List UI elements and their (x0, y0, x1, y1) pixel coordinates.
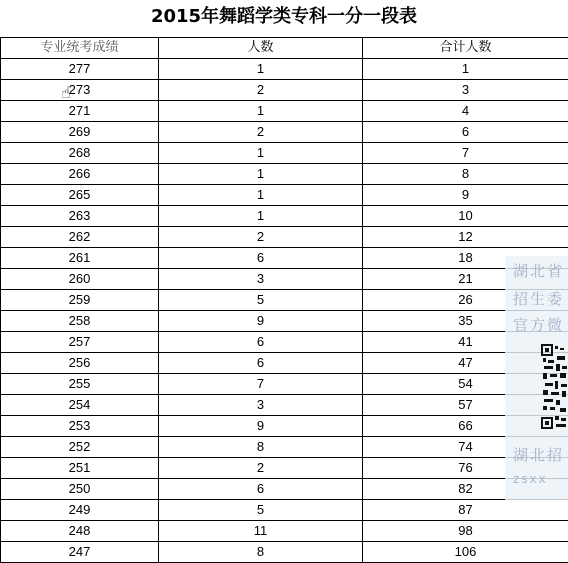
cell-count: 2 (159, 458, 363, 479)
cell-cumulative: 41 (363, 332, 568, 353)
table-row (1, 59, 568, 80)
cell-cumulative: 47 (363, 353, 568, 374)
header-cumulative: 合计人数 (363, 38, 568, 59)
cell-count: 6 (159, 353, 363, 374)
cell-cumulative: 26 (363, 290, 568, 311)
cell-count: 6 (159, 479, 363, 500)
cell-score: 273 (1, 80, 159, 101)
table-row (1, 101, 568, 122)
cell-score: 266 (1, 164, 159, 185)
cell-score: 271 (1, 101, 159, 122)
table-row (1, 353, 568, 374)
cell-score: 259 (1, 290, 159, 311)
watermark-text-2: 招生委 (513, 288, 564, 309)
cell-cumulative: 10 (363, 206, 568, 227)
cell-count: 1 (159, 164, 363, 185)
table-row (1, 395, 568, 416)
cell-cumulative: 7 (363, 143, 568, 164)
cell-count: 6 (159, 332, 363, 353)
cell-cumulative: 9 (363, 185, 568, 206)
cell-score: 251 (1, 458, 159, 479)
cell-cumulative: 6 (363, 122, 568, 143)
cell-score: 248 (1, 521, 159, 542)
cell-count: 6 (159, 248, 363, 269)
table-row (1, 458, 568, 479)
cell-score: 254 (1, 395, 159, 416)
table-row (1, 206, 568, 227)
hand-pointer-icon: ☝ (61, 85, 79, 103)
score-table (0, 37, 568, 563)
cell-score: 265 (1, 185, 159, 206)
page-title: 2015年舞蹈学类专科一分一段表 (0, 4, 568, 30)
cell-count: 1 (159, 185, 363, 206)
cell-count: 8 (159, 542, 363, 563)
cell-score: 260 (1, 269, 159, 290)
cell-cumulative: 8 (363, 164, 568, 185)
cell-score: 253 (1, 416, 159, 437)
watermark-text-4: 湖北招 (513, 444, 564, 465)
cell-count: 9 (159, 416, 363, 437)
table-row (1, 80, 568, 101)
header-count: 人数 (159, 38, 363, 59)
table-row (1, 227, 568, 248)
cell-cumulative: 3 (363, 80, 568, 101)
cell-score: 277 (1, 59, 159, 80)
cell-score: 258 (1, 311, 159, 332)
table-row (1, 416, 568, 437)
header-score: 专业统考成绩 (1, 38, 159, 59)
cell-cumulative: 57 (363, 395, 568, 416)
cell-count: 9 (159, 311, 363, 332)
cell-score: 255 (1, 374, 159, 395)
cell-cumulative: 12 (363, 227, 568, 248)
cell-score: 261 (1, 248, 159, 269)
cell-count: 1 (159, 143, 363, 164)
table-row (1, 185, 568, 206)
cell-score: 250 (1, 479, 159, 500)
cell-score: 268 (1, 143, 159, 164)
table-row (1, 437, 568, 458)
cell-cumulative: 76 (363, 458, 568, 479)
watermark-text-1: 湖北省 (513, 260, 564, 281)
cell-cumulative: 18 (363, 248, 568, 269)
cell-score: 256 (1, 353, 159, 374)
cell-count: 1 (159, 206, 363, 227)
table-row (1, 269, 568, 290)
table-row (1, 521, 568, 542)
cell-count: 2 (159, 80, 363, 101)
cell-count: 3 (159, 269, 363, 290)
cell-count: 7 (159, 374, 363, 395)
cell-count: 2 (159, 227, 363, 248)
cell-cumulative: 4 (363, 101, 568, 122)
cell-count: 1 (159, 101, 363, 122)
cell-cumulative: 74 (363, 437, 568, 458)
cell-score: 249 (1, 500, 159, 521)
cell-count: 8 (159, 437, 363, 458)
cell-count: 11 (159, 521, 363, 542)
watermark-panel (505, 256, 568, 500)
table-row (1, 143, 568, 164)
cell-score: 247 (1, 542, 159, 563)
cell-count: 1 (159, 59, 363, 80)
table-row (1, 311, 568, 332)
watermark-text-5: zsxx (513, 472, 548, 486)
cell-cumulative: 1 (363, 59, 568, 80)
cell-score: 269 (1, 122, 159, 143)
watermark-text-3: 官方微 (513, 314, 564, 335)
cell-score: 262 (1, 227, 159, 248)
cell-count: 3 (159, 395, 363, 416)
table-row (1, 164, 568, 185)
table-row (1, 542, 568, 563)
cell-cumulative: 87 (363, 500, 568, 521)
table-row (1, 122, 568, 143)
cell-cumulative: 54 (363, 374, 568, 395)
table-row (1, 479, 568, 500)
table-row (1, 290, 568, 311)
cell-count: 2 (159, 122, 363, 143)
qr-code-icon[interactable] (541, 344, 568, 432)
cell-cumulative: 66 (363, 416, 568, 437)
cell-cumulative: 98 (363, 521, 568, 542)
cell-count: 5 (159, 290, 363, 311)
cell-score: 257 (1, 332, 159, 353)
cell-count: 5 (159, 500, 363, 521)
table-row (1, 248, 568, 269)
cell-cumulative: 106 (363, 542, 568, 563)
table-header-row (1, 38, 568, 59)
cell-score: 252 (1, 437, 159, 458)
cell-cumulative: 82 (363, 479, 568, 500)
cell-cumulative: 21 (363, 269, 568, 290)
cell-cumulative: 35 (363, 311, 568, 332)
table-row (1, 500, 568, 521)
cell-score: 263 (1, 206, 159, 227)
table-body (1, 59, 568, 563)
table-row (1, 374, 568, 395)
table-row (1, 332, 568, 353)
